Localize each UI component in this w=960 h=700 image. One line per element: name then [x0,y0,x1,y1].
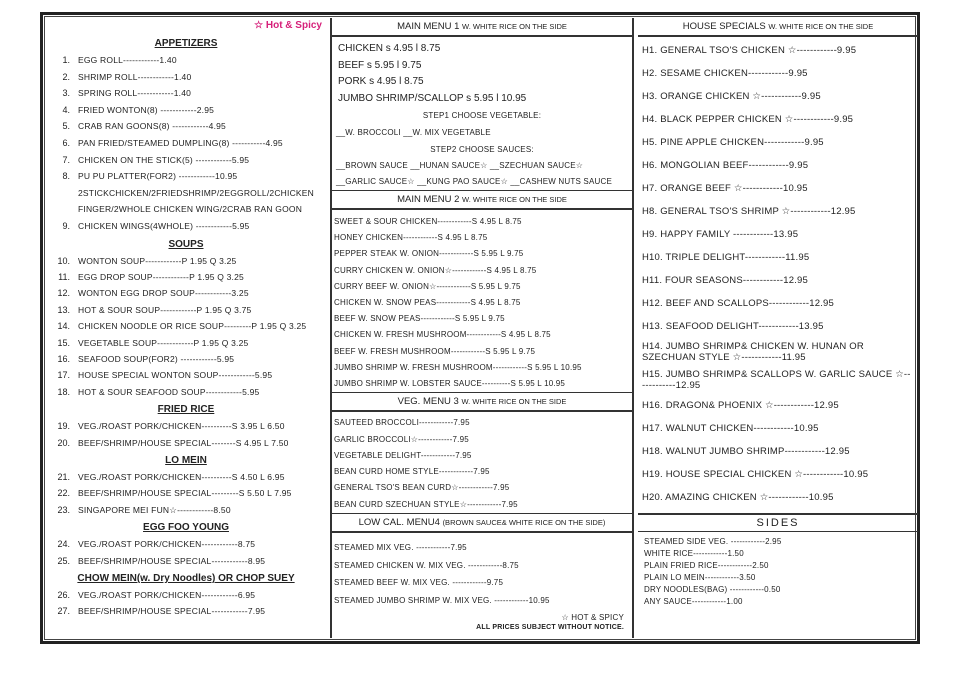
house-specials-header [638,18,918,37]
menu-item [46,536,326,552]
appetizers-list [46,52,326,235]
menu-item: SWEET & SOUR CHICKEN------------S 4.95 L 8.75 [334,217,522,226]
menu-item [46,418,326,434]
menu-item: SAUTEED BROCCOLI------------7.95 [334,418,470,428]
item-text: EGG ROLL------------1.40 [78,55,177,65]
house-special-item: H3. ORANGE CHICKEN ☆------------9.95 [642,91,821,102]
menu-item [46,335,326,351]
menu-item: CHICKEN s 4.95 l 8.75 [338,43,441,54]
item-number: 26. [57,590,70,601]
house-special-item: H18. WALNUT JUMBO SHRIMP------------12.95 [642,446,850,457]
item-number: 11. [58,271,70,282]
main-menu1-header [332,18,632,37]
soups-title: SOUPS [168,238,204,250]
lo-mein-title: LO MEIN [165,455,207,466]
item-text: CHICKEN NOODLE OR RICE SOUP---------P 1.95 Q 3.25 [78,321,307,332]
veg-menu3-header [332,392,632,412]
fried-rice-title: FRIED RICE [157,404,215,416]
main-menu1-step2: STEP2 CHOOSE SAUCES: [430,145,534,154]
menu-item [46,435,326,451]
house-special-item: H1. GENERAL TSO'S CHICKEN ☆------------9.95 [642,45,857,56]
menu-item: ANY SAUCE------------1.00 [644,597,743,606]
menu-item: CHICKEN W. SNOW PEAS------------S 4.95 L 8.75 [334,298,521,308]
lo-mein-list [46,469,326,518]
house-special-item: H12. BEEF AND SCALLOPS------------12.95 [642,298,835,309]
menu-item: GENERAL TSO'S BEAN CURD☆------------7.95 [334,483,510,493]
item-number: 5. [62,121,70,132]
hot-spicy-label: ☆ Hot & Spicy [254,20,322,31]
main-menu1-list [336,41,628,107]
soups-list [46,253,326,401]
item-text: HOT & SOUR SEAFOOD SOUP------------5.95 [78,386,260,397]
menu-item [46,553,326,569]
menu-item: BEEF s 5.95 l 9.75 [338,59,422,71]
menu-item [46,102,326,119]
item-text: HOT & SOUR SOUP------------P 1.95 Q 3.75 [78,304,252,315]
item-number: 9. [62,220,70,231]
item-text: 2STICKCHICKEN/2FRIEDSHRIMP/2EGGROLL/2CHICKEN [78,187,314,198]
item-number: 20. [57,437,70,448]
note-hot-spicy: ☆ HOT & SPICY [561,613,624,623]
menu-item: CURRY BEEF W. ONION☆------------S 5.95 L 9.75 [334,281,521,291]
item-text: WONTON EGG DROP SOUP------------3.25 [78,288,249,299]
menu-item [46,135,326,152]
main-menu2-list [332,210,632,392]
item-text: HOUSE SPECIAL WONTON SOUP------------5.95 [78,370,273,381]
menu-item [46,69,326,86]
item-text: BEEF/SHRIMP/HOUSE SPECIAL------------8.95 [78,555,266,566]
menu-item [46,469,326,485]
egg-foo-young-list [46,536,326,569]
house-special-item: H7. ORANGE BEEF ☆------------10.95 [642,183,808,194]
house-special-item: H11. FOUR SEASONS------------12.95 [642,275,809,286]
menu-item: PLAIN LO MEIN------------3.50 [644,573,756,582]
item-text: SEAFOOD SOUP(FOR2) ------------5.95 [78,353,235,364]
item-text: PAN FRIED/STEAMED DUMPLING(8) -----------4.95 [78,137,283,148]
item-number: 22. [57,488,70,499]
veg-menu3-list [332,412,632,513]
item-number: 27. [57,606,70,617]
menu-item: JUMBO SHRIMP W. FRESH MUSHROOM------------S 5.95 L 10.95 [334,362,582,372]
column-middle [330,18,634,638]
fried-rice-list [46,418,326,451]
menu-item: STEAMED CHICKEN W. MIX VEG. ------------8.75 [334,560,519,570]
item-text: CHICKEN WINGS(4WHOLE) ------------5.95 [78,220,250,231]
item-number: 24. [57,539,70,550]
item-number: 8. [62,171,70,182]
item-number: 13. [57,304,70,315]
menu-item [46,603,326,619]
item-number: 17. [57,370,70,381]
sides-list [638,532,918,608]
item-number: 18. [57,386,70,397]
menu-item: BEEF W. FRESH MUSHROOM------------S 5.95 L 9.75 [334,346,536,356]
item-text: FRIED WONTON(8) ------------2.95 [78,104,215,115]
menu-item: PORK s 4.95 l 8.75 [338,76,424,87]
item-text: CRAB RAN GOONS(8) ------------4.95 [78,121,226,132]
menu-item: PEPPER STEAK W. ONION------------S 5.95 L 9.75 [334,249,524,259]
main-menu2-subtitle: W. WHITE RICE ON THE SIDE [462,195,567,204]
menu-item [46,152,326,169]
menu-item [46,52,326,69]
item-text: SHRIMP ROLL------------1.40 [78,71,192,82]
menu-item [46,285,326,301]
column-right [638,18,918,638]
item-text: CHICKEN ON THE STICK(5) ------------5.95 [78,154,250,165]
house-specials-title: HOUSE SPECIALS [682,21,766,32]
menu-item [46,384,326,400]
low-cal-subtitle: (BROWN SAUCE& WHITE RICE ON THE SIDE) [442,518,606,528]
house-special-item: H6. MONGOLIAN BEEF------------9.95 [642,160,809,171]
chow-mein-title: CHOW MEIN(w. Dry Noodles) OR CHOP SUEY [77,573,295,585]
menu-item: STEAMED JUMBO SHRIMP W. MIX VEG. ------------10.95 [334,595,550,605]
item-number: 14. [57,321,70,332]
item-text: EGG DROP SOUP------------P 1.95 Q 3.25 [78,271,244,282]
house-specials-list [638,37,918,509]
house-special-item: H16. DRAGON& PHOENIX ☆------------12.95 [642,400,839,411]
item-number [46,201,70,218]
item-number [46,185,70,202]
sides-title: SIDES [638,513,918,532]
house-special-item: H13. SEAFOOD DELIGHT------------13.95 [642,321,824,332]
item-text: VEG./ROAST PORK/CHICKEN----------S 3.95 L 6.50 [78,421,285,432]
menu-item: HONEY CHICKEN------------S 4.95 L 8.75 [334,233,488,243]
menu-item [46,367,326,383]
menu-item [46,269,326,285]
menu-item [46,185,326,202]
menu-item: CHICKEN W. FRESH MUSHROOM------------S 4.95 L 8.75 [334,330,551,340]
item-text: BEEF/SHRIMP/HOUSE SPECIAL--------S 4.95 L 7.50 [78,437,289,448]
house-special-item: H5. PINE APPLE CHICKEN------------9.95 [642,137,824,148]
main-menu1-body [332,37,632,190]
item-number: 19. [57,421,70,432]
chow-mein-list [46,587,326,620]
menu-item: CURRY CHICKEN W. ONION☆------------S 4.95 L 8.75 [334,265,537,275]
appetizers-title: APPETIZERS [154,38,218,49]
menu-item [46,318,326,334]
menu-item [46,253,326,269]
menu-item: PLAIN FRIED RICE------------2.50 [644,561,769,570]
menu-item: VEGETABLE DELIGHT------------7.95 [334,450,472,460]
item-number: 2. [62,71,70,82]
menu-item: BEEF W. SNOW PEAS------------S 5.95 L 9.75 [334,314,505,324]
menu-item: STEAMED MIX VEG. ------------7.95 [334,543,467,553]
menu-item: BEAN CURD HOME STYLE------------7.95 [334,467,490,477]
menu-item [46,168,326,185]
item-number: 7. [62,154,70,165]
item-number: 23. [57,504,70,515]
item-number: 12. [57,288,70,299]
item-text: FINGER/2WHOLE CHICKEN WING/2CRAB RAN GOON [78,204,303,215]
item-number: 15. [57,337,70,348]
menu-item: GARLIC BROCCOLI☆------------7.95 [334,434,469,444]
main-menu1-sauces-row1: __BROWN SAUCE __HUNAN SAUCE☆ __SZECHUAN SAUCE☆ [336,161,584,170]
note-prices: ALL PRICES SUBJECT WITHOUT NOTICE. [476,624,624,632]
main-menu2-header [332,190,632,210]
main-menu2-title: MAIN MENU 2 [397,194,460,205]
item-number: 16. [57,353,70,364]
house-special-item: H2. SESAME CHICKEN------------9.95 [642,68,808,79]
main-menu1-subtitle: W. WHITE RICE ON THE SIDE [462,22,567,31]
menu-item: WHITE RICE------------1.50 [644,549,744,558]
menu-item [46,485,326,501]
main-menu1-title: MAIN MENU 1 [397,21,460,32]
house-special-item: H17. WALNUT CHICKEN------------10.95 [642,423,819,434]
menu-item [46,587,326,603]
house-special-item: H9. HAPPY FAMILY ------------13.95 [642,229,799,240]
menu-item: DRY NOODLES(BAG) ------------0.50 [644,585,781,594]
house-special-item: H19. HOUSE SPECIAL CHICKEN ☆------------10.95 [642,469,869,480]
item-number: 6. [62,137,70,148]
item-number: 25. [57,555,70,566]
column-left [46,18,326,638]
menu-item: STEAMED BEEF W. MIX VEG. ------------9.75 [334,578,504,588]
item-text: SPRING ROLL------------1.40 [78,88,192,99]
menu-item: BEAN CURD SZECHUAN STYLE☆------------7.95 [334,499,518,509]
egg-foo-young-title: EGG FOO YOUNG [143,522,229,534]
menu-item [46,218,326,235]
menu-item [46,201,326,218]
low-cal-title: LOW CAL. MENU4 [358,517,440,529]
low-cal-list [332,533,632,609]
item-text: PU PU PLATTER(FOR2) ------------10.95 [78,171,238,182]
menu-item: JUMBO SHRIMP/SCALLOP s 5.95 l 10.95 [338,92,527,104]
item-text: SINGAPORE MEI FUN☆------------8.50 [78,504,231,515]
item-number: 4. [62,104,70,115]
item-number: 3. [62,88,70,99]
menu-item [46,85,326,102]
house-specials-subtitle: W. WHITE RICE ON THE SIDE [768,22,874,31]
item-text: BEEF/SHRIMP/HOUSE SPECIAL---------S 5.50 L 7.95 [78,488,292,499]
item-text: BEEF/SHRIMP/HOUSE SPECIAL------------7.95 [78,606,266,617]
item-text: VEG./ROAST PORK/CHICKEN----------S 4.50 L 6.95 [78,472,285,482]
main-menu1-sauces-row2: __GARLIC SAUCE☆ __KUNG PAO SAUCE☆ __CASHEW NUTS SAUCE [336,177,612,186]
house-special-item: H10. TRIPLE DELIGHT------------11.95 [642,252,810,263]
item-text: VEG./ROAST PORK/CHICKEN------------8.75 [78,539,256,550]
menu-item [46,118,326,135]
main-menu1-veg-choices: __W. BROCCOLI __W. MIX VEGETABLE [336,128,491,137]
house-special-item: H8. GENERAL TSO'S SHRIMP ☆------------12.95 [642,206,856,217]
menu-item [46,502,326,518]
low-cal-header [332,513,632,533]
item-number: 21. [57,472,70,482]
veg-menu3-title: VEG. MENU 3 [397,396,459,408]
menu-item: JUMBO SHRIMP W. LOBSTER SAUCE----------S 5.95 L 10.95 [334,379,566,389]
item-text: VEG./ROAST PORK/CHICKEN------------6.95 [78,590,256,601]
item-number: 1. [62,55,70,65]
main-menu1-step1: STEP1 CHOOSE VEGETABLE: [422,111,542,120]
menu-item [46,302,326,318]
item-text: VEGETABLE SOUP------------P 1.95 Q 3.25 [78,337,249,348]
item-number: 10. [57,255,70,266]
house-special-item: H4. BLACK PEPPER CHICKEN ☆------------9.95 [642,114,854,125]
item-text: WONTON SOUP------------P 1.95 Q 3.25 [78,255,237,266]
menu-item: STEAMED SIDE VEG. ------------2.95 [644,537,782,546]
menu-item [46,351,326,367]
house-special-item: H14. JUMBO SHRIMP& CHICKEN W. HUNAN OR SZECHUAN STYLE ☆------------11.95 [642,341,864,363]
veg-menu3-subtitle: W. WHITE RICE ON THE SIDE [461,397,567,407]
house-special-item: H20. AMAZING CHICKEN ☆------------10.95 [642,492,834,503]
house-special-item: H15. JUMBO SHRIMP& SCALLOPS W. GARLIC SAUCE ☆------------12.95 [642,369,911,391]
